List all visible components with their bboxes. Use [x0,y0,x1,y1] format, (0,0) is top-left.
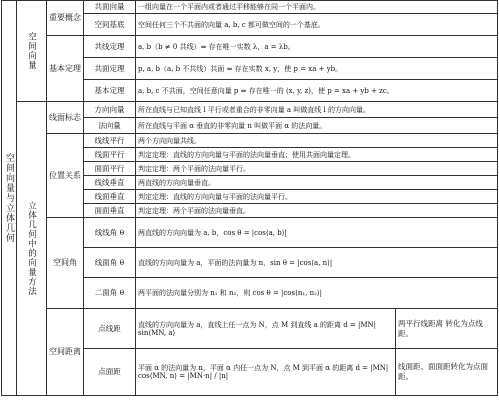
table-row [2,36,498,58]
row-note: 两平行线距离 转化为点线距。 [396,309,498,349]
row-content: 一组向量在一个平面内或者通过平移能够在同一个平面内。 [136,1,498,14]
row-content: p, a, b（a, b 不共线）共面 ⇔ 存在实数 x, y，使 p = xa + yb。 [136,58,498,80]
row-content: 判定定理：直线的方向向量与平面的法向量垂直；使用共面向量定理。 [136,148,498,162]
row-content: 直线的方向向量为 a，直线上任一点为 N，点 M 到直线 a 的距离 d = |MN| sin⟨MN, a⟩ [136,309,396,349]
table-row [2,218,498,248]
table-row [2,134,498,148]
row-content: 判定定理：两个平面的法向量平行。 [136,162,498,176]
row-name: 线线垂直 [84,176,136,190]
row-content: 直线的方向向量为 a，平面的法向量为 n，sin θ = |cos⟨a, n⟩| [136,248,498,278]
section-solid-geometry-methods: 立体几何中的向量方法 [17,102,47,396]
group-position-relations: 位置关系 [47,134,84,218]
table-row [2,102,498,118]
row-name: 方向向量 [84,102,136,118]
section-space-vectors: 空间向量 [17,1,47,102]
row-name: 点面距 [84,349,136,396]
row-name: 共面定理 [84,58,136,80]
row-name: 面面垂直 [84,204,136,218]
summary-table [1,0,498,396]
table-row [2,1,498,14]
row-name: 二面角 θ [84,278,136,309]
row-name: 共线定理 [84,36,136,58]
row-name: 线面角 θ [84,248,136,278]
group-basic-theorems: 基本定理 [47,36,84,102]
row-content: 两直线的方向向量为 a, b，cos θ = |cos⟨a, b⟩| [136,218,498,248]
row-content: 所在直线与平面 α 垂直的非零向量 n 叫做平面 α 的法向量。 [136,118,498,134]
row-content: 两个方向向量共线。 [136,134,498,148]
row-name: 共面向量 [84,1,136,14]
row-content: 平面 α 的法向量为 n，平面 α 内任一点为 N，点 M 到平面 α 的距离 d = |MN| cos⟨MN, n⟩ = |MN·n| / |n| [136,349,396,396]
group-space-distances: 空间距离 [47,309,84,396]
row-name: 线面平行 [84,148,136,162]
row-name: 面面平行 [84,162,136,176]
row-content: a, b, c 不共面，空间任意向量 p ⇔ 存在唯一的 (x, y, z)，使 p = xa + yb + zc。 [136,80,498,102]
row-name: 线线角 θ [84,218,136,248]
group-line-plane-marks: 线面标志 [47,102,84,134]
row-note: 线面距、面面距转化为点面距。 [396,349,498,396]
row-content: 两平面的法向量分别为 n₁ 和 n₂，则 cos θ = |cos⟨n₁, n₂⟩| [136,278,498,309]
row-name: 基本定理 [84,80,136,102]
row-content: 所在直线与已知直线 l 平行或者重合的非零向量 a 叫做直线 l 的方向向量。 [136,102,498,118]
table-row [2,309,498,349]
row-name: 空间基底 [84,14,136,36]
row-content: 判定定理：两个平面的法向量垂直。 [136,204,498,218]
group-key-concepts: 重要概念 [47,1,84,36]
row-content: 两直线的方向向量垂直。 [136,176,498,190]
row-name: 线线平行 [84,134,136,148]
main-header: 空间向量与立体几何 [2,1,17,396]
row-content: 判定定理：直线的方向向量与平面的法向量平行。 [136,190,498,204]
row-name: 点线距 [84,309,136,349]
row-name: 线面垂直 [84,190,136,204]
row-content: a, b（b ≠ 0 共线）⇔ 存在唯一实数 λ，a = λb。 [136,36,498,58]
group-space-angles: 空间角 [47,218,84,309]
row-content: 空间任何三个不共面的向量 a, b, c 都可做空间的一个基底。 [136,14,498,36]
row-name: 法向量 [84,118,136,134]
